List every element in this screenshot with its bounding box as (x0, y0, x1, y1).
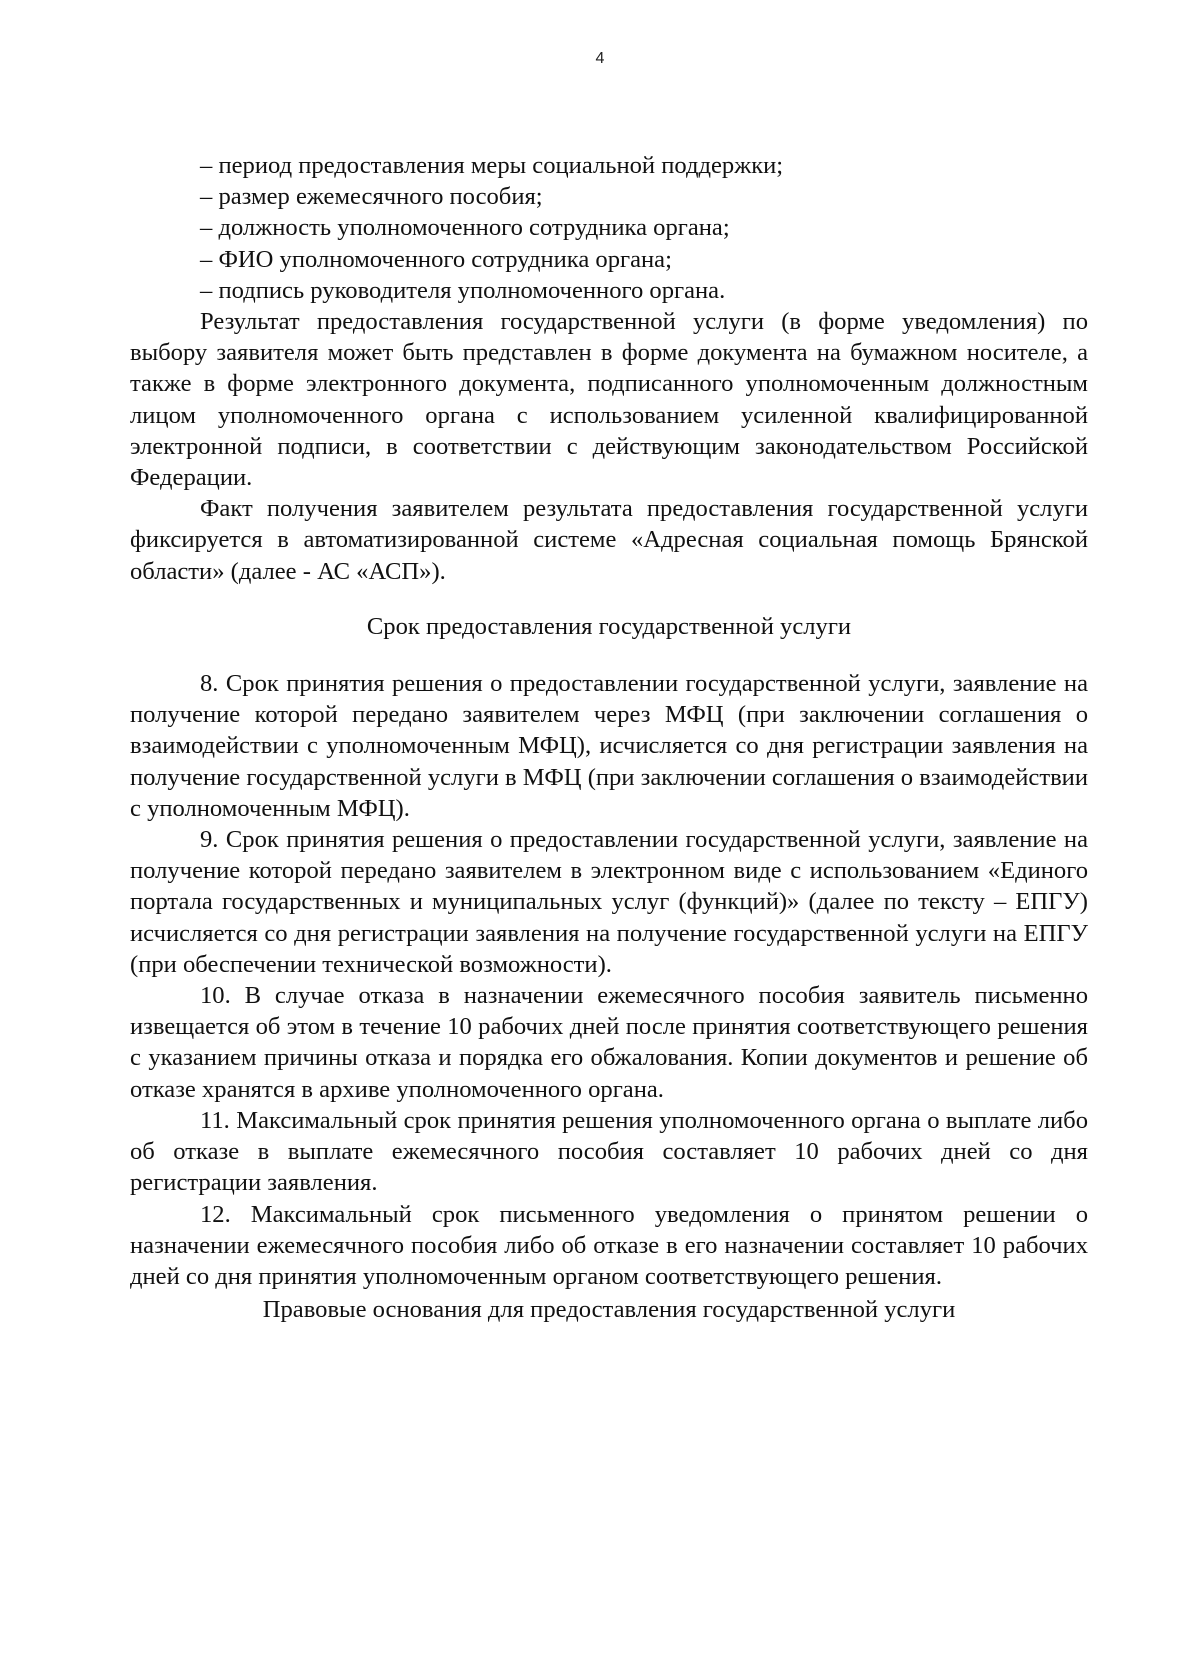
clause-9: 9. Срок принятия решения о предоставлении государственной услуги, заявление на получение которой передано заявителем в электронном виде с использованием «Единого портала государственных и муниципальных услуг (функций)» (далее по тексту – ЕПГУ) исчисляется со дня регистрации заявления на получение государственной услуги на ЕПГУ (при обеспечении технической возможности). (130, 826, 1088, 978)
paragraph-fact-recorded: Факт получения заявителем результата предоставления государственной услуги фиксируется в автоматизированной системе «Адресная социальная помощь Брянской области» (далее - АС «АСП»). (130, 495, 1088, 585)
clause-12: 12. Максимальный срок письменного уведомления о принятом решении о назначении ежемесячного пособия либо об отказе в его назначении составляет 10 рабочих дней со дня принятия уполномоченным органом соответствующего решения. (130, 1200, 1088, 1290)
list-item-allowance-size: – размер ежемесячного пособия; (200, 183, 543, 211)
list-item-officer-position: – должность уполномоченного сотрудника органа; (200, 214, 730, 242)
paragraph-result-form: Результат предоставления государственной услуги (в форме уведомления) по выбору заявителя может быть представлен в форме документа на бумажном носителе, а также в форме электронного документа, подписанного уполномоченным должностным лицом уполномоченного органа с использованием усиленной квалифицированной электронной подписи, в соответствии с действующим законодательством Российской Федерации. (130, 308, 1088, 492)
clause-8: 8. Срок принятия решения о предоставлении государственной услуги, заявление на получение которой передано заявителем через МФЦ (при заключении соглашения о взаимодействии с уполномоченным МФЦ), исчисляется со дня регистрации заявления на получение государственной услуги в МФЦ (при заключении соглашения о взаимодействии с уполномоченным МФЦ). (130, 670, 1088, 822)
clause-11: 11. Максимальный срок принятия решения уполномоченного органа о выплате либо об отказе в выплате ежемесячного пособия составляет 10 рабочих дней со дня регистрации заявления. (130, 1106, 1088, 1197)
document-body (130, 150, 1088, 1325)
section-heading-term: Срок предоставления государственной услуги (366, 612, 852, 640)
list-item-head-signature: – подпись руководителя уполномоченного органа. (200, 276, 726, 304)
page-number: 4 (595, 50, 605, 67)
clause-10: 10. В случае отказа в назначении ежемесячного пособия заявитель письменно извещается об этом в течение 10 рабочих дней после принятия соответствующего решения с указанием причины отказа и порядка его обжалования. Копии документов и решение об отказе хранятся в архиве уполномоченного органа. (130, 982, 1088, 1103)
section-heading-legal-basis: Правовые основания для предоставления государственной услуги (262, 1296, 956, 1324)
list-item-period: – период предоставления меры социальной поддержки; (200, 152, 784, 179)
list-item-officer-name: – ФИО уполномоченного сотрудника органа; (200, 245, 672, 273)
